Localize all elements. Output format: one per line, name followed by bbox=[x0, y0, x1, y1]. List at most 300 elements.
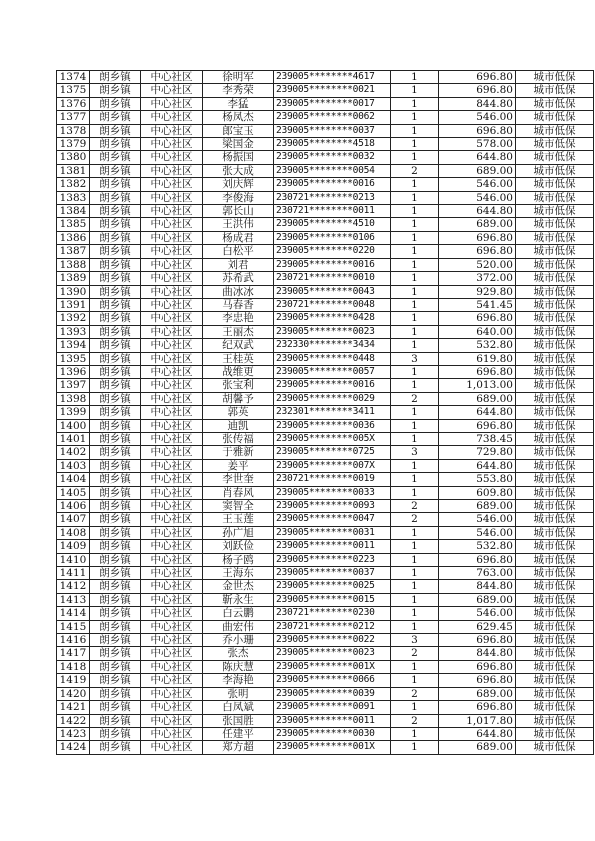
table-row bbox=[57, 272, 594, 285]
household-count-cell: 1 bbox=[391, 111, 439, 124]
id-number-cell: 230721********0019 bbox=[274, 473, 391, 486]
row-number: 1401 bbox=[57, 432, 90, 445]
table-row bbox=[57, 164, 594, 177]
amount-cell: 546.00 bbox=[439, 607, 516, 620]
amount-cell: 644.80 bbox=[439, 459, 516, 472]
town-cell: 朗乡镇 bbox=[90, 513, 141, 526]
town-cell: 朗乡镇 bbox=[90, 191, 141, 204]
town-cell: 朗乡镇 bbox=[90, 298, 141, 311]
table-row bbox=[57, 392, 594, 405]
town-cell: 朗乡镇 bbox=[90, 634, 141, 647]
community-cell: 中心社区 bbox=[141, 379, 203, 392]
town-cell: 朗乡镇 bbox=[90, 540, 141, 553]
table-row bbox=[57, 97, 594, 110]
aid-type-cell: 城市低保 bbox=[516, 459, 594, 472]
name-cell: 于雅新 bbox=[203, 446, 274, 459]
row-number: 1394 bbox=[57, 339, 90, 352]
table-row bbox=[57, 138, 594, 151]
row-number: 1424 bbox=[57, 741, 90, 754]
row-number: 1378 bbox=[57, 124, 90, 137]
id-number-cell: 239005********0036 bbox=[274, 419, 391, 432]
town-cell: 朗乡镇 bbox=[90, 164, 141, 177]
row-number: 1412 bbox=[57, 580, 90, 593]
name-cell: 李忠艳 bbox=[203, 312, 274, 325]
id-number-cell: 239005********0016 bbox=[274, 178, 391, 191]
amount-cell: 696.80 bbox=[439, 71, 516, 84]
table-row bbox=[57, 124, 594, 137]
id-number-cell: 239005********0047 bbox=[274, 513, 391, 526]
household-count-cell: 2 bbox=[391, 392, 439, 405]
community-cell: 中心社区 bbox=[141, 178, 203, 191]
community-cell: 中心社区 bbox=[141, 674, 203, 687]
community-cell: 中心社区 bbox=[141, 701, 203, 714]
table-row bbox=[57, 245, 594, 258]
aid-type-cell: 城市低保 bbox=[516, 218, 594, 231]
name-cell: 杨凤杰 bbox=[203, 111, 274, 124]
household-count-cell: 2 bbox=[391, 164, 439, 177]
id-number-cell: 239005********005X bbox=[274, 432, 391, 445]
table-row bbox=[57, 634, 594, 647]
id-number-cell: 239005********0023 bbox=[274, 647, 391, 660]
town-cell: 朗乡镇 bbox=[90, 620, 141, 633]
town-cell: 朗乡镇 bbox=[90, 526, 141, 539]
community-cell: 中心社区 bbox=[141, 231, 203, 244]
town-cell: 朗乡镇 bbox=[90, 151, 141, 164]
community-cell: 中心社区 bbox=[141, 553, 203, 566]
name-cell: 王桂英 bbox=[203, 352, 274, 365]
name-cell: 杨子鸥 bbox=[203, 553, 274, 566]
town-cell: 朗乡镇 bbox=[90, 593, 141, 606]
aid-type-cell: 城市低保 bbox=[516, 593, 594, 606]
name-cell: 杨振国 bbox=[203, 151, 274, 164]
name-cell: 徐明军 bbox=[203, 71, 274, 84]
name-cell: 肖春风 bbox=[203, 486, 274, 499]
id-number-cell: 239005********0029 bbox=[274, 392, 391, 405]
id-number-cell: 230721********0213 bbox=[274, 191, 391, 204]
row-number: 1423 bbox=[57, 727, 90, 740]
community-cell: 中心社区 bbox=[141, 325, 203, 338]
aid-type-cell: 城市低保 bbox=[516, 84, 594, 97]
id-number-cell: 239005********0043 bbox=[274, 285, 391, 298]
aid-type-cell: 城市低保 bbox=[516, 486, 594, 499]
aid-type-cell: 城市低保 bbox=[516, 432, 594, 445]
household-count-cell: 2 bbox=[391, 714, 439, 727]
amount-cell: 696.80 bbox=[439, 634, 516, 647]
row-number: 1402 bbox=[57, 446, 90, 459]
row-number: 1410 bbox=[57, 553, 90, 566]
id-number-cell: 230721********0011 bbox=[274, 205, 391, 218]
aid-type-cell: 城市低保 bbox=[516, 540, 594, 553]
aid-type-cell: 城市低保 bbox=[516, 71, 594, 84]
amount-cell: 532.80 bbox=[439, 339, 516, 352]
table-row bbox=[57, 151, 594, 164]
row-number: 1404 bbox=[57, 473, 90, 486]
row-number: 1421 bbox=[57, 701, 90, 714]
id-number-cell: 230721********0048 bbox=[274, 298, 391, 311]
household-count-cell: 3 bbox=[391, 634, 439, 647]
table-row bbox=[57, 178, 594, 191]
town-cell: 朗乡镇 bbox=[90, 419, 141, 432]
amount-cell: 553.80 bbox=[439, 473, 516, 486]
town-cell: 朗乡镇 bbox=[90, 553, 141, 566]
community-cell: 中心社区 bbox=[141, 218, 203, 231]
table-row bbox=[57, 258, 594, 271]
row-number: 1411 bbox=[57, 567, 90, 580]
id-number-cell: 230721********0212 bbox=[274, 620, 391, 633]
aid-type-cell: 城市低保 bbox=[516, 365, 594, 378]
amount-cell: 696.80 bbox=[439, 701, 516, 714]
aid-type-cell: 城市低保 bbox=[516, 526, 594, 539]
relief-roster-table bbox=[56, 70, 594, 755]
id-number-cell: 239005********4518 bbox=[274, 138, 391, 151]
community-cell: 中心社区 bbox=[141, 298, 203, 311]
id-number-cell: 239005********0030 bbox=[274, 727, 391, 740]
community-cell: 中心社区 bbox=[141, 392, 203, 405]
community-cell: 中心社区 bbox=[141, 312, 203, 325]
community-cell: 中心社区 bbox=[141, 486, 203, 499]
community-cell: 中心社区 bbox=[141, 419, 203, 432]
aid-type-cell: 城市低保 bbox=[516, 191, 594, 204]
aid-type-cell: 城市低保 bbox=[516, 205, 594, 218]
household-count-cell: 2 bbox=[391, 687, 439, 700]
town-cell: 朗乡镇 bbox=[90, 218, 141, 231]
community-cell: 中心社区 bbox=[141, 660, 203, 673]
household-count-cell: 1 bbox=[391, 339, 439, 352]
id-number-cell: 230721********0230 bbox=[274, 607, 391, 620]
household-count-cell: 1 bbox=[391, 406, 439, 419]
id-number-cell: 239005********0032 bbox=[274, 151, 391, 164]
name-cell: 王海东 bbox=[203, 567, 274, 580]
name-cell: 李世奎 bbox=[203, 473, 274, 486]
row-number: 1397 bbox=[57, 379, 90, 392]
aid-type-cell: 城市低保 bbox=[516, 124, 594, 137]
amount-cell: 689.00 bbox=[439, 593, 516, 606]
town-cell: 朗乡镇 bbox=[90, 432, 141, 445]
household-count-cell: 2 bbox=[391, 500, 439, 513]
town-cell: 朗乡镇 bbox=[90, 741, 141, 754]
amount-cell: 546.00 bbox=[439, 513, 516, 526]
community-cell: 中心社区 bbox=[141, 406, 203, 419]
table-row bbox=[57, 553, 594, 566]
id-number-cell: 239005********0022 bbox=[274, 634, 391, 647]
table-row bbox=[57, 741, 594, 754]
table-row bbox=[57, 406, 594, 419]
community-cell: 中心社区 bbox=[141, 620, 203, 633]
row-number: 1405 bbox=[57, 486, 90, 499]
id-number-cell: 239005********0015 bbox=[274, 593, 391, 606]
town-cell: 朗乡镇 bbox=[90, 674, 141, 687]
town-cell: 朗乡镇 bbox=[90, 714, 141, 727]
community-cell: 中心社区 bbox=[141, 191, 203, 204]
id-number-cell: 232301********3411 bbox=[274, 406, 391, 419]
community-cell: 中心社区 bbox=[141, 339, 203, 352]
household-count-cell: 1 bbox=[391, 258, 439, 271]
name-cell: 李秀荣 bbox=[203, 84, 274, 97]
household-count-cell: 1 bbox=[391, 419, 439, 432]
table-row bbox=[57, 285, 594, 298]
amount-cell: 644.80 bbox=[439, 151, 516, 164]
name-cell: 金世杰 bbox=[203, 580, 274, 593]
amount-cell: 1,017.80 bbox=[439, 714, 516, 727]
name-cell: 张宝利 bbox=[203, 379, 274, 392]
community-cell: 中心社区 bbox=[141, 634, 203, 647]
household-count-cell: 1 bbox=[391, 620, 439, 633]
community-cell: 中心社区 bbox=[141, 71, 203, 84]
household-count-cell: 1 bbox=[391, 701, 439, 714]
table-row bbox=[57, 231, 594, 244]
town-cell: 朗乡镇 bbox=[90, 325, 141, 338]
amount-cell: 696.80 bbox=[439, 660, 516, 673]
table-row bbox=[57, 298, 594, 311]
name-cell: 曲冰冰 bbox=[203, 285, 274, 298]
table-row bbox=[57, 446, 594, 459]
amount-cell: 532.80 bbox=[439, 540, 516, 553]
amount-cell: 546.00 bbox=[439, 191, 516, 204]
table-row bbox=[57, 500, 594, 513]
amount-cell: 696.80 bbox=[439, 553, 516, 566]
amount-cell: 629.45 bbox=[439, 620, 516, 633]
amount-cell: 929.80 bbox=[439, 285, 516, 298]
aid-type-cell: 城市低保 bbox=[516, 553, 594, 566]
amount-cell: 696.80 bbox=[439, 365, 516, 378]
name-cell: 梁国金 bbox=[203, 138, 274, 151]
aid-type-cell: 城市低保 bbox=[516, 111, 594, 124]
name-cell: 胡馨予 bbox=[203, 392, 274, 405]
row-number: 1422 bbox=[57, 714, 90, 727]
row-number: 1393 bbox=[57, 325, 90, 338]
aid-type-cell: 城市低保 bbox=[516, 352, 594, 365]
table-row bbox=[57, 660, 594, 673]
aid-type-cell: 城市低保 bbox=[516, 97, 594, 110]
community-cell: 中心社区 bbox=[141, 473, 203, 486]
town-cell: 朗乡镇 bbox=[90, 245, 141, 258]
table-row bbox=[57, 379, 594, 392]
table-row bbox=[57, 687, 594, 700]
name-cell: 郭长山 bbox=[203, 205, 274, 218]
household-count-cell: 1 bbox=[391, 593, 439, 606]
household-count-cell: 1 bbox=[391, 205, 439, 218]
town-cell: 朗乡镇 bbox=[90, 71, 141, 84]
town-cell: 朗乡镇 bbox=[90, 111, 141, 124]
aid-type-cell: 城市低保 bbox=[516, 567, 594, 580]
id-number-cell: 239005********0428 bbox=[274, 312, 391, 325]
table-row bbox=[57, 540, 594, 553]
name-cell: 刘庆辉 bbox=[203, 178, 274, 191]
household-count-cell: 3 bbox=[391, 446, 439, 459]
town-cell: 朗乡镇 bbox=[90, 486, 141, 499]
row-number: 1376 bbox=[57, 97, 90, 110]
aid-type-cell: 城市低保 bbox=[516, 647, 594, 660]
name-cell: 苏希武 bbox=[203, 272, 274, 285]
id-number-cell: 239005********007X bbox=[274, 459, 391, 472]
name-cell: 任建平 bbox=[203, 727, 274, 740]
amount-cell: 844.80 bbox=[439, 580, 516, 593]
household-count-cell: 1 bbox=[391, 727, 439, 740]
household-count-cell: 1 bbox=[391, 97, 439, 110]
community-cell: 中心社区 bbox=[141, 97, 203, 110]
household-count-cell: 1 bbox=[391, 151, 439, 164]
table-row bbox=[57, 111, 594, 124]
town-cell: 朗乡镇 bbox=[90, 365, 141, 378]
table-row bbox=[57, 419, 594, 432]
name-cell: 郎宝玉 bbox=[203, 124, 274, 137]
town-cell: 朗乡镇 bbox=[90, 473, 141, 486]
community-cell: 中心社区 bbox=[141, 567, 203, 580]
name-cell: 陈庆慧 bbox=[203, 660, 274, 673]
amount-cell: 738.45 bbox=[439, 432, 516, 445]
household-count-cell: 1 bbox=[391, 245, 439, 258]
row-number: 1420 bbox=[57, 687, 90, 700]
community-cell: 中心社区 bbox=[141, 513, 203, 526]
name-cell: 张传福 bbox=[203, 432, 274, 445]
household-count-cell: 1 bbox=[391, 432, 439, 445]
id-number-cell: 239005********0023 bbox=[274, 325, 391, 338]
town-cell: 朗乡镇 bbox=[90, 580, 141, 593]
aid-type-cell: 城市低保 bbox=[516, 607, 594, 620]
amount-cell: 640.00 bbox=[439, 325, 516, 338]
table-row bbox=[57, 647, 594, 660]
amount-cell: 689.00 bbox=[439, 392, 516, 405]
amount-cell: 644.80 bbox=[439, 406, 516, 419]
name-cell: 王洪伟 bbox=[203, 218, 274, 231]
row-number: 1409 bbox=[57, 540, 90, 553]
community-cell: 中心社区 bbox=[141, 647, 203, 660]
community-cell: 中心社区 bbox=[141, 138, 203, 151]
table-row bbox=[57, 473, 594, 486]
name-cell: 孙广旭 bbox=[203, 526, 274, 539]
id-number-cell: 239005********0093 bbox=[274, 500, 391, 513]
household-count-cell: 1 bbox=[391, 71, 439, 84]
row-number: 1407 bbox=[57, 513, 90, 526]
amount-cell: 696.80 bbox=[439, 231, 516, 244]
id-number-cell: 239005********0054 bbox=[274, 164, 391, 177]
community-cell: 中心社区 bbox=[141, 365, 203, 378]
household-count-cell: 1 bbox=[391, 272, 439, 285]
id-number-cell: 239005********0448 bbox=[274, 352, 391, 365]
community-cell: 中心社区 bbox=[141, 446, 203, 459]
town-cell: 朗乡镇 bbox=[90, 272, 141, 285]
name-cell: 李俊海 bbox=[203, 191, 274, 204]
town-cell: 朗乡镇 bbox=[90, 205, 141, 218]
aid-type-cell: 城市低保 bbox=[516, 164, 594, 177]
name-cell: 靳永生 bbox=[203, 593, 274, 606]
row-number: 1380 bbox=[57, 151, 90, 164]
town-cell: 朗乡镇 bbox=[90, 687, 141, 700]
name-cell: 白凤斌 bbox=[203, 701, 274, 714]
household-count-cell: 1 bbox=[391, 178, 439, 191]
household-count-cell: 1 bbox=[391, 312, 439, 325]
household-count-cell: 1 bbox=[391, 567, 439, 580]
table-row bbox=[57, 513, 594, 526]
community-cell: 中心社区 bbox=[141, 540, 203, 553]
household-count-cell: 1 bbox=[391, 124, 439, 137]
table-row bbox=[57, 191, 594, 204]
aid-type-cell: 城市低保 bbox=[516, 727, 594, 740]
row-number: 1408 bbox=[57, 526, 90, 539]
row-number: 1383 bbox=[57, 191, 90, 204]
id-number-cell: 239005********0011 bbox=[274, 714, 391, 727]
aid-type-cell: 城市低保 bbox=[516, 285, 594, 298]
id-number-cell: 239005********0016 bbox=[274, 379, 391, 392]
name-cell: 郑方超 bbox=[203, 741, 274, 754]
household-count-cell: 1 bbox=[391, 486, 439, 499]
town-cell: 朗乡镇 bbox=[90, 567, 141, 580]
row-number: 1418 bbox=[57, 660, 90, 673]
id-number-cell: 239005********0037 bbox=[274, 567, 391, 580]
household-count-cell: 1 bbox=[391, 84, 439, 97]
row-number: 1403 bbox=[57, 459, 90, 472]
name-cell: 纪双武 bbox=[203, 339, 274, 352]
name-cell: 窦智全 bbox=[203, 500, 274, 513]
amount-cell: 609.80 bbox=[439, 486, 516, 499]
household-count-cell: 1 bbox=[391, 526, 439, 539]
id-number-cell: 239005********0725 bbox=[274, 446, 391, 459]
amount-cell: 696.80 bbox=[439, 312, 516, 325]
name-cell: 马春香 bbox=[203, 298, 274, 311]
household-count-cell: 1 bbox=[391, 741, 439, 754]
name-cell: 张国胜 bbox=[203, 714, 274, 727]
row-number: 1381 bbox=[57, 164, 90, 177]
household-count-cell: 1 bbox=[391, 580, 439, 593]
aid-type-cell: 城市低保 bbox=[516, 231, 594, 244]
aid-type-cell: 城市低保 bbox=[516, 674, 594, 687]
community-cell: 中心社区 bbox=[141, 714, 203, 727]
aid-type-cell: 城市低保 bbox=[516, 620, 594, 633]
amount-cell: 644.80 bbox=[439, 727, 516, 740]
id-number-cell: 239005********0039 bbox=[274, 687, 391, 700]
row-number: 1396 bbox=[57, 365, 90, 378]
town-cell: 朗乡镇 bbox=[90, 647, 141, 660]
town-cell: 朗乡镇 bbox=[90, 285, 141, 298]
name-cell: 杨成君 bbox=[203, 231, 274, 244]
community-cell: 中心社区 bbox=[141, 607, 203, 620]
id-number-cell: 239005********0021 bbox=[274, 84, 391, 97]
aid-type-cell: 城市低保 bbox=[516, 138, 594, 151]
row-number: 1374 bbox=[57, 71, 90, 84]
town-cell: 朗乡镇 bbox=[90, 607, 141, 620]
aid-type-cell: 城市低保 bbox=[516, 339, 594, 352]
household-count-cell: 1 bbox=[391, 218, 439, 231]
aid-type-cell: 城市低保 bbox=[516, 298, 594, 311]
row-number: 1389 bbox=[57, 272, 90, 285]
town-cell: 朗乡镇 bbox=[90, 500, 141, 513]
row-number: 1416 bbox=[57, 634, 90, 647]
aid-type-cell: 城市低保 bbox=[516, 245, 594, 258]
community-cell: 中心社区 bbox=[141, 459, 203, 472]
row-number: 1400 bbox=[57, 419, 90, 432]
row-number: 1399 bbox=[57, 406, 90, 419]
id-number-cell: 239005********001X bbox=[274, 660, 391, 673]
name-cell: 迪凯 bbox=[203, 419, 274, 432]
community-cell: 中心社区 bbox=[141, 593, 203, 606]
community-cell: 中心社区 bbox=[141, 272, 203, 285]
id-number-cell: 239005********0011 bbox=[274, 540, 391, 553]
community-cell: 中心社区 bbox=[141, 741, 203, 754]
amount-cell: 729.80 bbox=[439, 446, 516, 459]
row-number: 1398 bbox=[57, 392, 90, 405]
table-row bbox=[57, 352, 594, 365]
community-cell: 中心社区 bbox=[141, 258, 203, 271]
table-row bbox=[57, 580, 594, 593]
table-row bbox=[57, 365, 594, 378]
aid-type-cell: 城市低保 bbox=[516, 660, 594, 673]
row-number: 1406 bbox=[57, 500, 90, 513]
amount-cell: 578.00 bbox=[439, 138, 516, 151]
community-cell: 中心社区 bbox=[141, 205, 203, 218]
name-cell: 白云鹏 bbox=[203, 607, 274, 620]
aid-type-cell: 城市低保 bbox=[516, 701, 594, 714]
aid-type-cell: 城市低保 bbox=[516, 741, 594, 754]
